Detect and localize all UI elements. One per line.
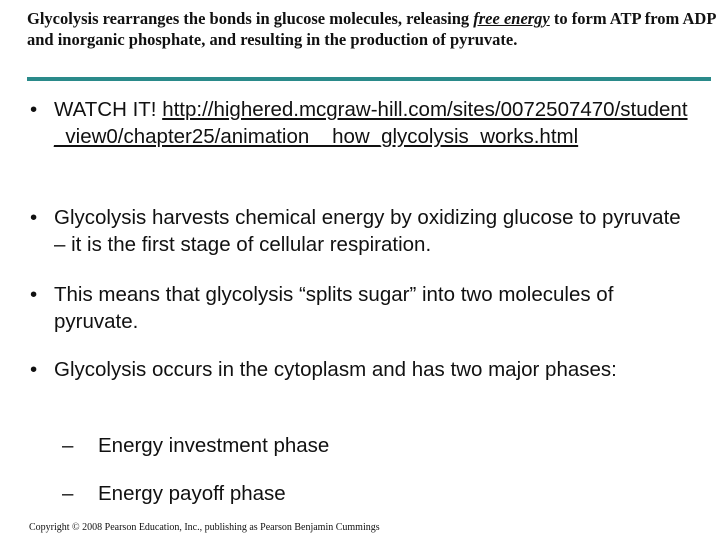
- bullet-watch-it: [30, 96, 695, 150]
- bullet-marker: •: [30, 206, 38, 229]
- title-emphasis: free energy: [473, 9, 550, 28]
- bullet-text: Glycolysis harvests chemical energy by oxidizing glucose to pyruvate – it is the first stage of cellular respiration.: [54, 206, 681, 256]
- bullet-marker: •: [30, 358, 38, 381]
- bullet-prefix: WATCH IT!: [54, 98, 163, 121]
- bullet-glycolysis-harvests: [30, 204, 695, 258]
- dash-marker: –: [62, 482, 74, 505]
- title-text-start: Glycolysis rearranges the bonds in glucose molecules, releasing: [27, 9, 474, 28]
- dash-marker: –: [62, 434, 74, 457]
- subbullet-payoff-phase: [62, 480, 286, 507]
- animation-link[interactable]: http://highered.mcgraw-hill.com/sites/0072507470/student_view0/chapter25/animation__how_glycolysis_works.html: [54, 98, 688, 148]
- copyright-footer: Copyright © 2008 Pearson Education, Inc., publishing as Pearson Benjamin Cummings: [29, 522, 380, 533]
- bullet-marker: •: [30, 283, 38, 306]
- subbullet-text: Energy payoff phase: [98, 482, 286, 505]
- bullet-cytoplasm-phases: [30, 356, 695, 383]
- title-divider: [27, 77, 711, 81]
- bullet-text: This means that glycolysis “splits sugar” into two molecules of pyruvate.: [54, 283, 614, 333]
- bullet-marker: •: [30, 98, 38, 121]
- slide-title: [27, 8, 717, 50]
- subbullet-text: Energy investment phase: [98, 434, 330, 457]
- bullet-text: Glycolysis occurs in the cytoplasm and has two major phases:: [54, 358, 617, 381]
- subbullet-investment-phase: [62, 432, 329, 459]
- bullet-splits-sugar: [30, 281, 695, 335]
- title-text-end: to form ATP from ADP and inorganic phosphate, and resulting in the production of pyruvate.: [27, 9, 716, 49]
